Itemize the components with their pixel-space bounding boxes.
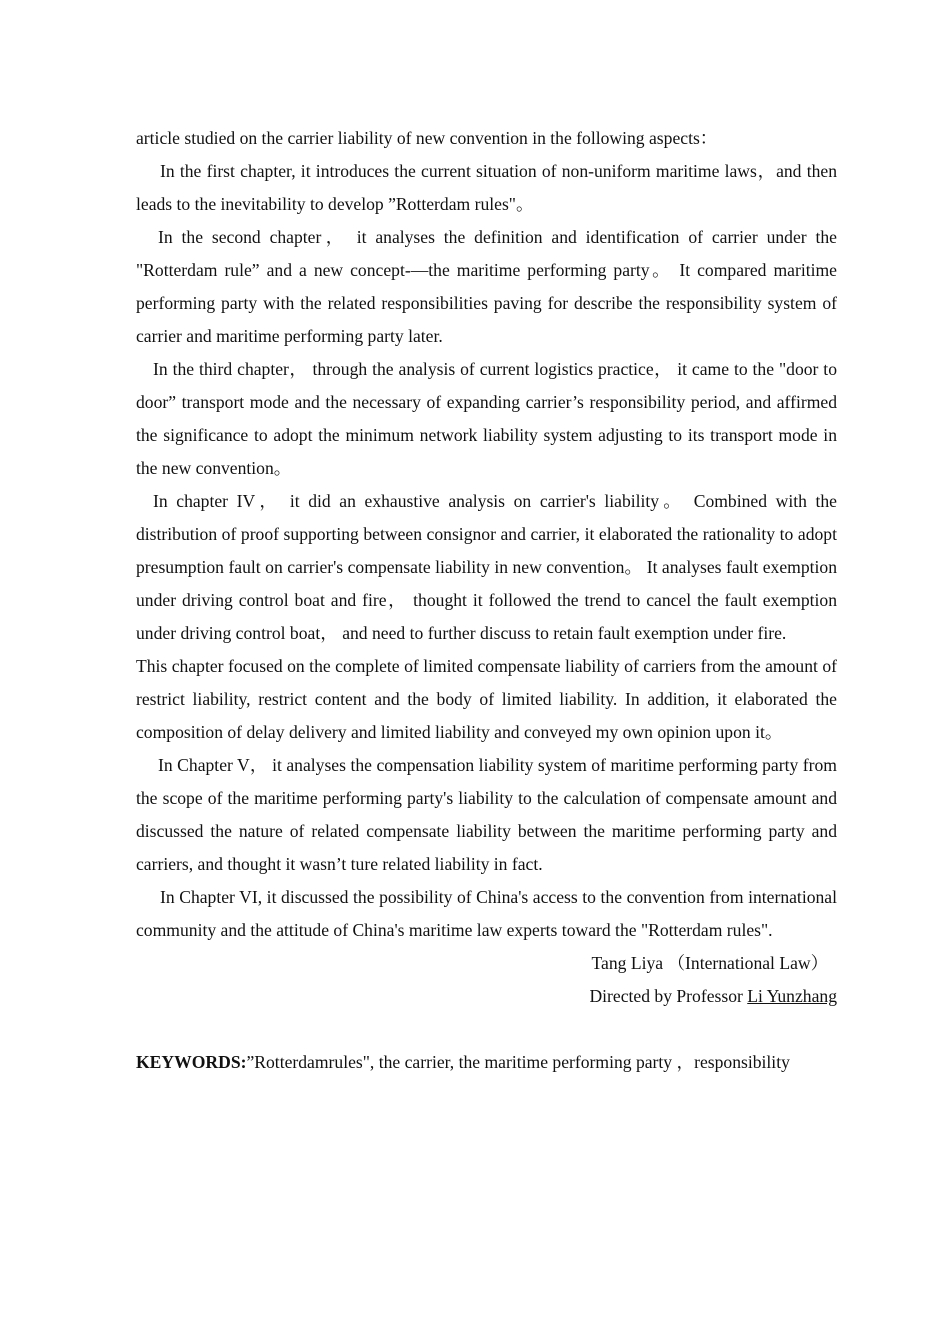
paragraph-limited-liability: This chapter focused on the complete of limited compensate liability of carriers from the amount of restrict liability, restrict content and the body of limited liability. In addition, it elaborated the composition of delay delivery and limited liability and conveyed my own opinion upon it。 bbox=[136, 656, 837, 742]
paragraph-chapter-four: In chapter IV， it did an exhaustive analysis on carrier's liability。 Combined with the distribution of proof supporting between consignor and carrier, it elaborated the rationality to adopt presumption fault on carrier's compensate liability in new convention。 It analyses fault exemption under driving control boat and fire， thought it followed the trend to cancel the fault exemption under driving control boat， and need to further discuss to retain fault exemption under fire. bbox=[136, 491, 837, 643]
advisor-line bbox=[136, 980, 837, 1013]
paragraph-chapter-two: In the second chapter， it analyses the definition and identification of carrier under the "Rotterdam rule” and a new concept-—the maritime performing party。 It compared maritime performing party with the related responsibilities paving for describe the responsibility system of carrier and maritime performing party later. bbox=[136, 227, 837, 346]
paragraph-chapter-five: In Chapter V， it analyses the compensation liability system of maritime performing party from the scope of the maritime performing party's liability to the calculation of compensate amount and discussed the nature of related compensate liability between the maritime performing party and carriers, and thought it wasn’t ture related liability in fact. bbox=[136, 755, 837, 874]
paragraph-chapter-six: In Chapter VI, it discussed the possibility of China's access to the convention from international community and the attitude of China's maritime law experts toward the "Rotterdam rules". bbox=[136, 887, 837, 940]
author-name: Tang Liya （International Law） bbox=[591, 953, 829, 973]
keywords-text: ”Rotterdamrules", the carrier, the maritime performing party ，responsibility bbox=[246, 1052, 790, 1072]
abstract-page bbox=[136, 122, 837, 1079]
abstract-intro-line: article studied on the carrier liability of new convention in the following aspects： bbox=[136, 128, 718, 148]
advisor-prefix: Directed by Professor bbox=[589, 986, 748, 1006]
keywords-label: KEYWORDS: bbox=[136, 1052, 247, 1072]
paragraph-chapter-three: In the third chapter， through the analysis of current logistics practice， it came to the "door to door” transport mode and the necessary of expanding carrier’s responsibility period, and affirmed the significance to adopt the minimum network liability system adjusting to its transport mode in the new convention。 bbox=[136, 359, 837, 478]
advisor-name: Li Yunzhang bbox=[747, 986, 837, 1006]
author-signature bbox=[136, 947, 837, 980]
paragraph-chapter-one: In the first chapter, it introduces the current situation of non-uniform maritime laws，and then leads to the inevitability to develop ”Rotterdam rules"。 bbox=[136, 161, 837, 214]
keywords-line bbox=[136, 1046, 837, 1079]
